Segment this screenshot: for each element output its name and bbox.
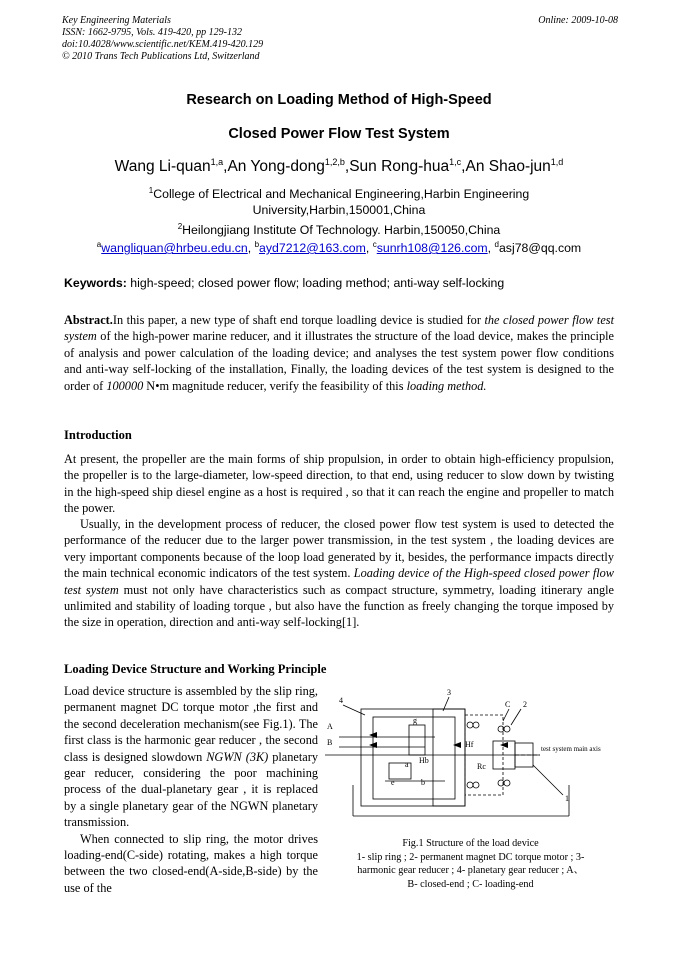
email-link[interactable]: ayd7212@163.com (259, 241, 366, 256)
email-separator: , (487, 241, 495, 256)
introduction-paragraph-1: At present, the propeller are the main forms of ship propulsion, in order to obtain high-efficiency propulsion, the propeller is to the large-diameter, low-speed direction, to that end, using reducer to slow down by twisting in the high-speed ship diesel engine as a host is required , so that it can reach the engine and propeller to match the power. (64, 452, 614, 516)
author-sup: 1,a (210, 157, 224, 167)
running-header (62, 15, 618, 63)
figure-label: A (327, 722, 333, 731)
abstract-text: N•m magnitude reducer, verify the feasibility of this (143, 378, 407, 393)
housing-inner (373, 717, 455, 799)
abstract-italic: loading method. (406, 378, 487, 393)
figure-label: 4 (339, 696, 343, 705)
figure-caption-title: Fig.1 Structure of the load device (402, 838, 539, 849)
abstract-italic: 100000 (106, 378, 144, 393)
affiliation-text: Heilongjiang Institute Of Technology. Harbin,150050,China (182, 223, 501, 238)
introduction-heading: Introduction (64, 428, 132, 442)
author-name: An Shao-jun (465, 158, 551, 176)
bearing (473, 782, 479, 788)
abstract-text: of the high-power marine reducer, and it illustrates the structure of the load device, makes the principle of analysis and power calculation of the loading device; and analyses the test system power flow conditions and anti-way self-locking of the installation, Finally, the loading devices of the test system is designed to the order of (64, 329, 614, 393)
abstract-text: In this paper, a new type of shaft end torque loadling device is studied for (112, 313, 485, 327)
paragraph-text: must not only have characteristics such as compact structure, symmetry, loading itinerary angle unlimited and stability of loading torque , but also have the function as freely changing the torque imposed by the size in operation, direction and anti-way self-locking[1]. (64, 582, 614, 630)
abstract-label: Abstract. (64, 313, 113, 327)
leader-2 (511, 709, 521, 725)
figure-label: Hb (419, 756, 429, 765)
figure-caption-line: 1- slip ring ; 2- permanent magnet DC torque motor ; 3- (356, 851, 585, 863)
email-link[interactable]: sunrh108@126.com (376, 241, 488, 256)
author-sup: 1,2,b (324, 157, 345, 167)
email-sup: d (494, 240, 499, 249)
affiliation-sup: 1 (148, 186, 154, 195)
author-name: Sun Rong-hua (349, 158, 450, 176)
email-text: asj78@qq.com (498, 241, 582, 256)
email-sup: c (372, 240, 377, 249)
arrow (500, 742, 508, 748)
figure-label: 3 (447, 688, 451, 697)
paper-title-line-2: Closed Power Flow Test System (228, 126, 450, 142)
figure-label: a (405, 760, 409, 769)
author-sup: 1,c (449, 157, 462, 167)
leader-4 (343, 705, 365, 715)
figure-label: 1 (565, 794, 569, 803)
email-link[interactable]: wangliquan@hrbeu.edu.cn (101, 241, 248, 256)
figure-caption-line: B- closed-end ; C- loading-end (407, 878, 534, 890)
leader-1 (533, 765, 563, 795)
keywords-label: Keywords: (64, 276, 127, 290)
bearing (467, 722, 473, 728)
arrow (453, 742, 461, 748)
issn-line: ISSN: 1662-9795, Vols. 419-420, pp 129-132 (62, 27, 242, 38)
author-separator: , (461, 158, 466, 176)
email-sup: a (96, 240, 102, 249)
load-device-figure (325, 685, 615, 835)
harmonic-reducer (433, 709, 465, 806)
section-2-paragraph-1 (64, 683, 318, 831)
paragraph-text: Usually, in the development process of reducer, the closed power flow test system is used to detected the performance of the reducer due to the larger power transmission, in the test system , the loading devices are very important components because of the loop load generated by it, besides, the performance impacts directly the main technical economic indicators of the test system. (64, 517, 614, 581)
affiliation-text: College of Electrical and Mechanical Engineering,Harbin Engineering (153, 187, 530, 202)
email-list (0, 240, 678, 255)
introduction-paragraph-2 (64, 516, 614, 631)
doi-line: doi:10.4028/www.scientific.net/KEM.419-420.129 (62, 39, 264, 50)
keywords (64, 276, 504, 290)
abstract (64, 312, 614, 394)
affiliation-2 (0, 219, 678, 238)
paragraph-text: Load device structure is assembled by the slip ring, permanent magnet DC torque motor ,the first and the second deceleration mechanism(see Fig.1). The first class is the harmonic gear reducer , the second class is designed slowdown (64, 684, 318, 764)
affiliation-sup: 2 (177, 222, 183, 231)
online-date: Online: 2009-10-08 (538, 15, 618, 26)
author-name: Wang Li-quan (114, 158, 211, 176)
paragraph-text: planetary gear reducer, considering the poor machining process of the dual-planetary gear , it is replaced by a single planetary gear of the NGWN planetary transmission. (64, 749, 318, 830)
keywords-text: high-speed; closed power flow; loading method; anti-way self-locking (126, 276, 505, 290)
bearing (473, 722, 479, 728)
abstract-italic: the closed power flow test system (64, 313, 614, 344)
bearing (504, 726, 510, 732)
bearing (504, 780, 510, 786)
affiliation-text: University,Harbin,150001,China (252, 203, 426, 218)
paper-title-line-1: Research on Loading Method of High-Speed (186, 92, 492, 108)
planet-gear (409, 725, 425, 755)
figure-label: Rc (477, 762, 486, 771)
figure-label: g (413, 716, 417, 725)
section-2-paragraph-2: When connected to slip ring, the motor drives loading-end(C-side) rotating, makes a high torque between the two closed-end(A-side,B-side) by the use of the (64, 831, 318, 895)
figure-label: B (327, 738, 333, 747)
figure-label: 2 (523, 700, 527, 709)
axis-label: test system main axis (541, 745, 601, 753)
email-separator: , (247, 241, 255, 256)
paragraph-italic: Loading device of the High-speed closed power flow test system (64, 566, 615, 597)
paragraph-italic: NGWN (3K) (206, 749, 269, 764)
author-sup: 1,d (550, 157, 564, 167)
affiliation-1 (0, 183, 678, 218)
bearing (467, 782, 473, 788)
section-2-text-column (64, 683, 318, 896)
email-separator: , (365, 241, 373, 256)
figure-label: C (505, 700, 511, 709)
author-separator: , (344, 158, 350, 176)
figure-caption (328, 837, 613, 891)
figure-label: b (421, 778, 425, 787)
figure-caption-line: harmonic gear reducer ; 4- planetary gear reducer ; A、 (357, 865, 584, 876)
figure-label: e (391, 778, 395, 787)
author-separator: , (223, 158, 228, 176)
figure-label: Hf (465, 740, 474, 749)
leader-c (503, 709, 509, 721)
section-2-heading: Loading Device Structure and Working Principle (64, 662, 327, 676)
author-list (0, 157, 678, 176)
journal-name: Key Engineering Materials (62, 15, 171, 26)
email-sup: b (254, 240, 260, 249)
author-name: An Yong-dong (227, 158, 325, 176)
copyright-line: © 2010 Trans Tech Publications Ltd, Switzerland (62, 51, 260, 62)
